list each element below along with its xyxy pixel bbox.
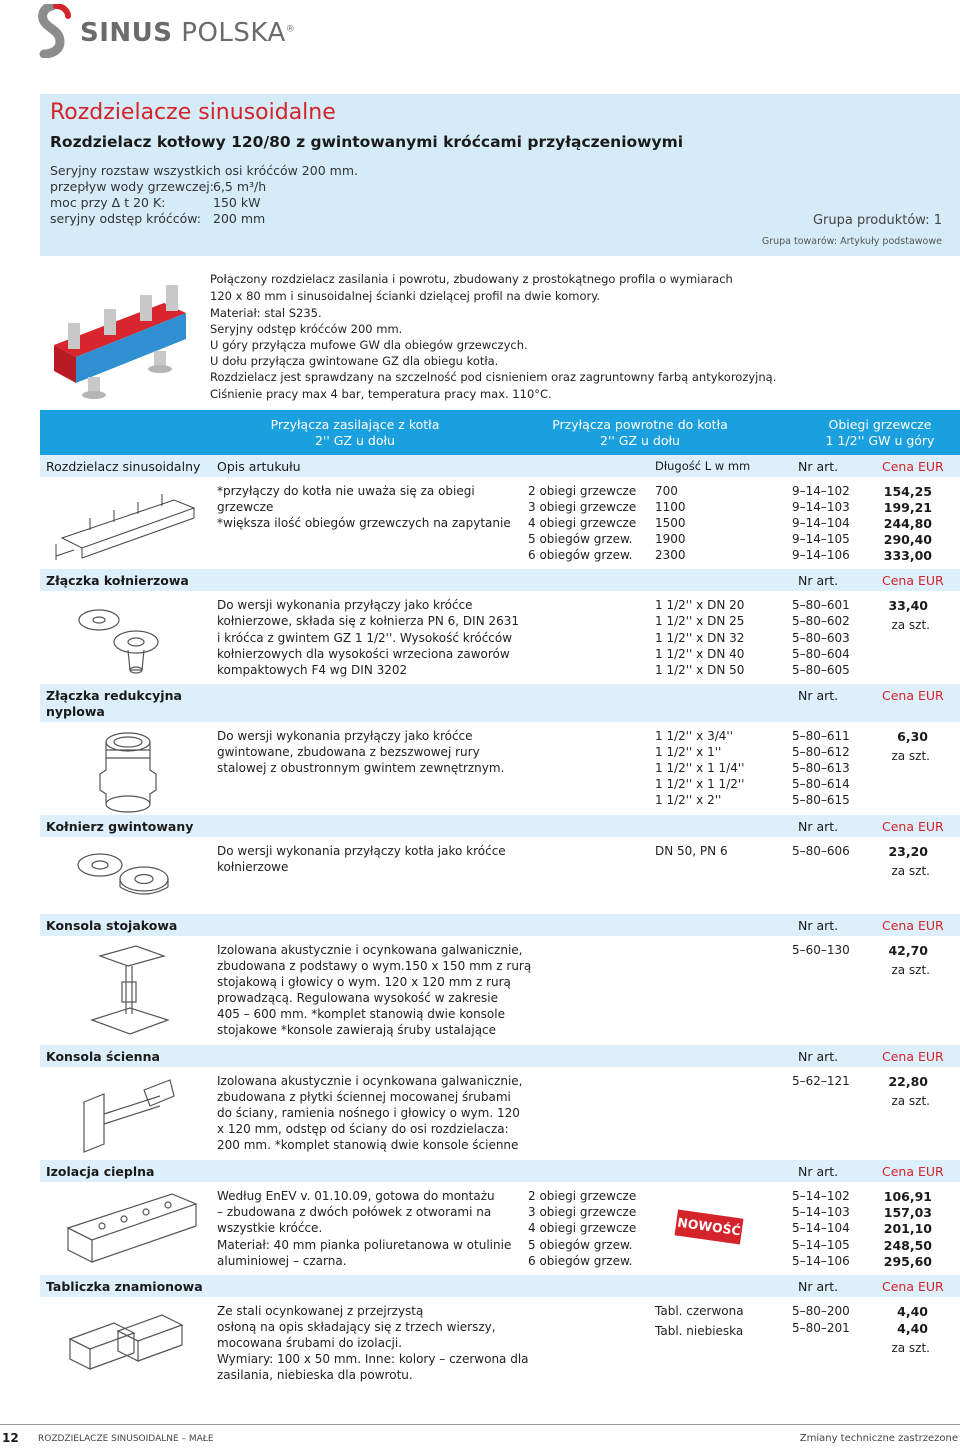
spec-line: Seryjny rozstaw wszystkich osi króćców 200 mm. — [50, 163, 358, 178]
insulation-drawing — [62, 1188, 202, 1268]
desc-line: do ściany, ramienia nośnego i głowicy o wym. 120 — [217, 1106, 520, 1120]
desc-line: – zbudowana z dwóch połówek z otworami na — [217, 1205, 492, 1219]
price-unit: za szt. — [891, 618, 930, 632]
product-group: Grupa produktów: 1 — [812, 213, 942, 228]
desc-line: i króćca z gwintem GZ 1 1/2''. Wysokość króćców — [217, 631, 513, 645]
desc-line: kołnierzowe — [217, 860, 289, 874]
desc-line: zbudowana z podstawy o wym.150 x 150 mm z rurą — [217, 959, 532, 973]
flange-fitting-drawing — [74, 600, 174, 678]
column-header-circuits: Obiegi grzewcze 1 1/2'' GW u góry — [825, 417, 935, 448]
description-line: U dołu przyłącza gwintowane GZ dla obiegu kotła. — [210, 354, 499, 368]
section-header-manifold: Rozdzielacz sinusoidalny Opis artukułu Długość L w mm Nr art. Cena EUR — [40, 455, 960, 477]
column-header-return: Przyłącza powrotne do kotła 2'' GZ u dołu — [552, 417, 728, 448]
note-line: *przyłączy do kotła nie uważa się za obiegi — [217, 484, 475, 498]
desc-line: zbudowana z płytki ściennej mocowanej śrubami — [217, 1090, 511, 1104]
desc-line: gwintowane, zbudowana z bezszwowej rury — [217, 745, 480, 759]
section-header-floor-bracket: Konsola stojakowa Nr art. Cena EUR — [40, 914, 960, 936]
section-header-reducing-nipple: Złączka redukcyjna nyplowa Nr art. Cena EUR — [40, 684, 960, 722]
section-header-insulation: Izolacja cieplna Nr art. Cena EUR — [40, 1160, 960, 1182]
desc-line: mocowana śrubami do izolacji. — [217, 1336, 403, 1350]
page-subtitle: Rozdzielacz kotłowy 120/80 z gwintowanymi króćcami przyłączeniowymi — [50, 133, 684, 151]
footer-section: ROZDZIELACZE SINUSOIDALNE – MAŁE — [38, 1434, 214, 1444]
price: 22,80 — [888, 1074, 928, 1089]
desc-line: 200 mm. *komplet stanowią dwie konsole ścienne — [217, 1138, 519, 1152]
desc-line: kompaktowych F4 wg DIN 3202 — [217, 663, 408, 677]
desc-line: wszystkie króćce. — [217, 1221, 323, 1235]
price: 23,20 — [888, 844, 928, 859]
description-line: 120 x 80 mm i sinusoidalnej ścianki dzielącej profil na dwie komory. — [210, 289, 601, 303]
article-number: 5–80–606 — [792, 844, 850, 858]
desc-line: Ze stali ocynkowanej z przejrzystą — [217, 1304, 424, 1318]
reducing-nipple-drawing — [92, 730, 170, 814]
desc-line: Izolowana akustycznie i ocynkowana galwanicznie, — [217, 1074, 523, 1088]
floor-bracket-drawing — [80, 942, 180, 1042]
spec-value: 200 mm — [213, 211, 266, 226]
article-number: 5–60–130 — [792, 943, 850, 957]
desc-line: Izolowana akustycznie i ocynkowana galwanicznie, — [217, 943, 523, 957]
section-header-flange-fitting: Złączka kołnierzowa Nr art. Cena EUR — [40, 569, 960, 591]
goods-group: Grupa towarów: Artykuły podstawowe — [761, 236, 942, 247]
note-line: grzewcze — [217, 500, 274, 514]
desc-line: aluminiowej – czarna. — [217, 1254, 347, 1268]
desc-line: Według EnEV v. 01.10.09, gotowa do montażu — [217, 1189, 495, 1203]
dimension: DN 50, PN 6 — [655, 844, 728, 858]
brand-name: SINUS POLSKA® — [80, 18, 296, 48]
description-line: Rozdzielacz jest sprawdzany na szczelność pod cisnieniem oraz zagruntowny farbą antykorozyjną. — [210, 370, 777, 384]
desc-line: prowadzącą. Regulowana wysokość w zakresie — [217, 991, 498, 1005]
new-badge: NOWOŚĆ — [675, 1210, 744, 1245]
article-number: 5–62–121 — [792, 1074, 850, 1088]
description-line: Materiał: stal S235. — [210, 306, 322, 320]
desc-line: 405 – 600 mm. *komplet stanowią dwie konsole — [217, 1007, 505, 1021]
note-line: *większa ilość obiegów grzewczych na zapytanie — [217, 516, 511, 530]
manifold-drawing — [54, 486, 204, 566]
section-header-nameplate: Tabliczka znamionowa Nr art. Cena EUR — [40, 1275, 960, 1297]
wall-bracket-drawing — [74, 1074, 184, 1154]
section-header-wall-bracket: Konsola ścienna Nr art. Cena EUR — [40, 1045, 960, 1067]
description-line: Seryjny odstęp króćców 200 mm. — [210, 322, 403, 336]
price-unit: za szt. — [891, 749, 930, 763]
price-unit: za szt. — [891, 1341, 930, 1355]
desc-line: Wymiary: 100 x 50 mm. Inne: kolory – czerwona dla — [217, 1352, 529, 1366]
desc-line: stojakowe *konsole zawierają śruby ustalające — [217, 1023, 497, 1037]
desc-line: stojakową i głowicy o wym. 120 x 120 mm z rurą — [217, 975, 511, 989]
spec-value: 150 kW — [213, 195, 261, 210]
spec-value: 6,5 m³/h — [213, 179, 267, 194]
column-header-bar — [40, 410, 960, 456]
section-header-threaded-flange: Kołnierz gwintowany Nr art. Cena EUR — [40, 815, 960, 837]
threaded-flange-drawing — [70, 845, 180, 905]
column-header-supply: Przyłącza zasilające z kotła 2'' GZ u dołu — [270, 417, 440, 448]
description-line: Ciśnienie pracy max 4 bar, temperatura pracy max. 110°C. — [210, 387, 552, 401]
price-unit: za szt. — [891, 963, 930, 977]
desc-line: Do wersji wykonania przyłączy kotła jako króćce — [217, 844, 506, 858]
desc-line: zasilania, niebieska dla powrotu. — [217, 1368, 413, 1382]
description-line: U góry przyłącza mufowe GW dla obiegów grzewczych. — [210, 338, 528, 352]
spec-label: przepływ wody grzewczej: — [50, 179, 214, 194]
page-title: Rozdzielacze sinusoidalne — [50, 100, 336, 125]
manifold-image — [44, 265, 196, 400]
price: 6,30 — [897, 729, 928, 744]
nameplate-drawing — [64, 1305, 194, 1375]
price-unit: za szt. — [891, 1094, 930, 1108]
page-number: 12 — [2, 1431, 19, 1445]
desc-line: x 120 mm, odstęp od ściany do osi rozdzielacza: — [217, 1122, 509, 1136]
desc-line: Do wersji wykonania przyłączy jako króćce — [217, 729, 473, 743]
price: 33,40 — [888, 598, 928, 613]
description-line: Połączony rozdzielacz zasilania i powrotu, zbudowany z prostokątnego profila o wymiarach — [210, 272, 733, 286]
spec-label: seryjny odstęp króćców: — [50, 211, 201, 226]
desc-line: Do wersji wykonania przyłączy jako króćce — [217, 598, 473, 612]
desc-line: kołnierzowe, składa się z kołnierza PN 6, DIN 2631 — [217, 614, 520, 628]
desc-line: Materiał: 40 mm pianka poliuretanowa w otulinie — [217, 1238, 512, 1252]
footer-divider — [0, 1424, 960, 1425]
price: 42,70 — [888, 943, 928, 958]
spec-label: moc przy Δ t 20 K: — [50, 195, 166, 210]
footer-note: Zmiany techniczne zastrzezone — [799, 1433, 958, 1444]
desc-line: kołnierzowych dla wysokości wrzeciona zaworów — [217, 647, 510, 661]
desc-line: stalowej z obustronnym gwintem zewnętrznym. — [217, 761, 505, 775]
desc-line: osłoną na opis składający się z trzech wierszy, — [217, 1320, 496, 1334]
price-unit: za szt. — [891, 864, 930, 878]
